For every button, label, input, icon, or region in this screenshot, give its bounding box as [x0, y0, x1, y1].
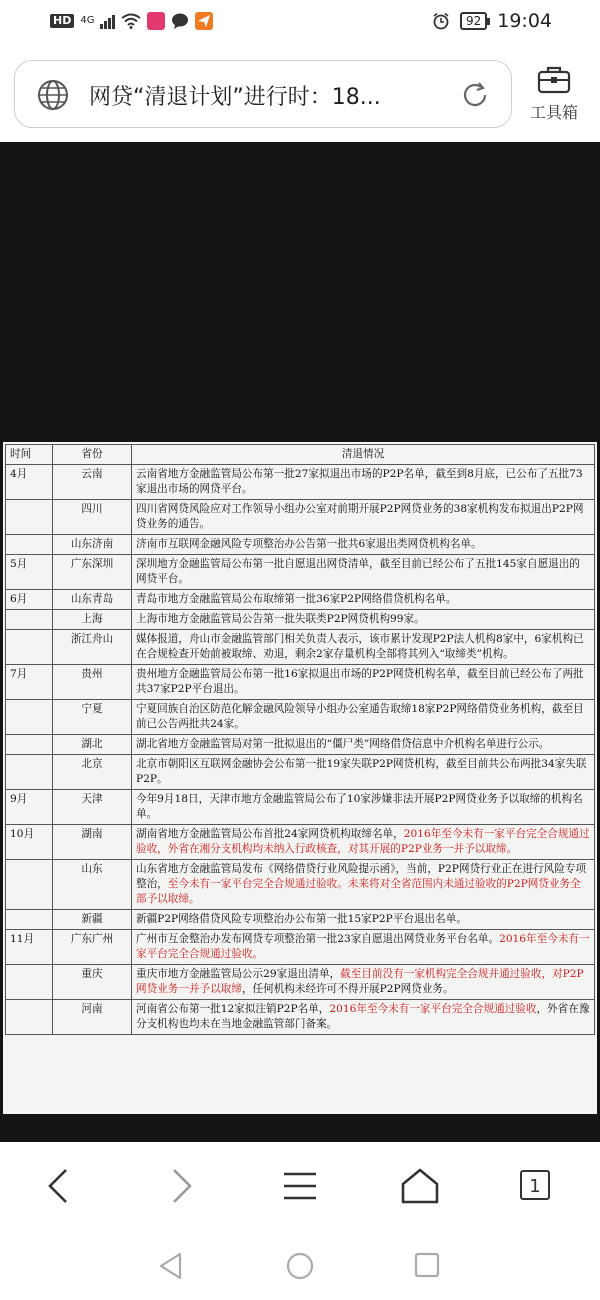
row-province: 山东 — [53, 860, 132, 910]
row-month — [6, 500, 53, 535]
tab-count: 1 — [529, 1176, 541, 1197]
detail-text: 媒体报道，舟山市金融监管部门相关负责人表示，该市累计发现P2P法人机构8家中，6家机构已在合规检查开始前被取缔、劝退，剩余2家存量机构全部将其列入“取缔类”机构。 — [136, 633, 584, 660]
system-back-icon[interactable] — [158, 1252, 184, 1280]
highlight-text: 2016年至今未有一家平台完全合规通过验收，外省在湘分支机构均未纳入行政核查，对其开展的P2P业务一并予以取缔。 — [136, 828, 590, 855]
row-province: 山东济南 — [53, 535, 132, 555]
hd-icon: HD — [50, 14, 74, 28]
row-detail — [132, 630, 595, 665]
table-row — [6, 790, 595, 825]
system-home-icon[interactable] — [286, 1252, 314, 1280]
row-province: 宁夏 — [53, 700, 132, 735]
signal-icon — [100, 13, 115, 29]
detail-text: 贵州地方金融监管局公布第一批16家拟退出市场的P2P网贷机构名单，截至目前已经公布了两批共37家P2P平台退出。 — [136, 668, 584, 695]
table-row — [6, 700, 595, 735]
highlight-text: 截至目前没有一家机构完全合规并通过验收，对P2P网贷业务一并予以取缔 — [136, 968, 584, 995]
row-detail — [132, 1000, 595, 1035]
home-icon[interactable] — [400, 1166, 440, 1206]
row-detail — [132, 555, 595, 590]
table-row — [6, 965, 595, 1000]
toolbox-button[interactable] — [522, 64, 586, 123]
detail-text: 山东省地方金融监管局发布《网络借贷行业风险提示函》，当前，P2P网贷行业正在进行风险专项整治， — [136, 863, 587, 890]
row-province: 上海 — [53, 610, 132, 630]
table-row — [6, 910, 595, 930]
table-row — [6, 610, 595, 630]
row-month — [6, 700, 53, 735]
table-row — [6, 465, 595, 500]
row-month: 7月 — [6, 665, 53, 700]
tabs-button[interactable] — [520, 1170, 550, 1200]
table-row — [6, 590, 595, 610]
row-month — [6, 910, 53, 930]
detail-text: 四川省网贷风险应对工作领导小组办公室对前期开展P2P网贷业务的38家机构发布拟退出P2P网贷业务的通告。 — [136, 503, 584, 530]
detail-text: 新疆P2P网络借贷风险专项整治办公布第一批15家P2P平台退出名单。 — [136, 913, 467, 925]
row-detail — [132, 735, 595, 755]
row-month: 9月 — [6, 790, 53, 825]
row-province: 北京 — [53, 755, 132, 790]
message-icon — [171, 12, 189, 30]
table-row — [6, 555, 595, 590]
row-month: 10月 — [6, 825, 53, 860]
alarm-icon — [432, 12, 450, 30]
back-icon[interactable] — [40, 1166, 80, 1206]
row-month — [6, 860, 53, 910]
row-month: 11月 — [6, 930, 53, 965]
detail-text: 深圳地方金融监管局公布第一批自愿退出网贷清单，截至目前已经公布了五批145家自愿退出的网贷平台。 — [136, 558, 580, 585]
row-detail — [132, 500, 595, 535]
row-month: 4月 — [6, 465, 53, 500]
row-province: 广东广州 — [53, 930, 132, 965]
table-row — [6, 1000, 595, 1035]
row-detail — [132, 860, 595, 910]
table-row — [6, 860, 595, 910]
detail-text: 济南市互联网金融风险专项整治办公告第一批共6家退出类网贷机构名单。 — [136, 538, 482, 550]
send-app-icon — [195, 12, 213, 30]
detail-text: ，任何机构未经许可不得开展P2P网贷业务。 — [241, 983, 454, 995]
row-detail — [132, 465, 595, 500]
header-province: 省份 — [53, 445, 132, 465]
row-month: 5月 — [6, 555, 53, 590]
row-province: 贵州 — [53, 665, 132, 700]
row-detail — [132, 665, 595, 700]
detail-text: 湖南省地方金融监管局公布首批24家网贷机构取缔名单， — [136, 828, 404, 840]
detail-text: 今年9月18日，天津市地方金融监管局公布了10家涉嫌非法开展P2P网贷业务予以取缔的机构名单。 — [136, 793, 583, 820]
row-detail — [132, 590, 595, 610]
row-month — [6, 735, 53, 755]
network-type: 4G — [80, 15, 95, 26]
detail-text: 河南省公布第一批12家拟注销P2P名单， — [136, 1003, 330, 1015]
toolbox-icon — [537, 64, 571, 94]
row-month — [6, 610, 53, 630]
row-detail — [132, 535, 595, 555]
row-province: 山东青岛 — [53, 590, 132, 610]
row-province: 湖南 — [53, 825, 132, 860]
system-nav-bar — [0, 1232, 600, 1300]
table-row — [6, 535, 595, 555]
row-province: 云南 — [53, 465, 132, 500]
menu-icon[interactable] — [280, 1166, 320, 1206]
globe-icon — [37, 79, 69, 111]
detail-text: 上海市地方金融监管局公告第一批失联类P2P网贷机构99家。 — [136, 613, 425, 625]
table-row — [6, 755, 595, 790]
wifi-icon — [121, 13, 141, 29]
table-row — [6, 735, 595, 755]
detail-text: ，外省在豫分支机构也均未在当地金融监管部门备案。 — [136, 1003, 590, 1030]
row-detail — [132, 825, 595, 860]
image-viewer[interactable] — [0, 142, 600, 1142]
detail-text: 北京市朝阳区互联网金融协会公布第一批19家失联P2P网贷机构，截至目前共公布两批34家失联P2P。 — [136, 758, 587, 785]
table-row — [6, 630, 595, 665]
battery-level: 92 — [465, 14, 482, 28]
header-month: 时间 — [6, 445, 53, 465]
row-province: 广东深圳 — [53, 555, 132, 590]
page-title: 网贷“清退计划”进行时：18... — [89, 85, 381, 110]
system-recents-icon[interactable] — [414, 1252, 440, 1278]
clock: 19:04 — [497, 10, 552, 32]
browser-nav-bar — [0, 1142, 600, 1232]
app-notification-icon — [147, 12, 165, 30]
highlight-text: 2016年至今未有一家平台完全合规通过验收 — [329, 1003, 537, 1015]
row-month — [6, 535, 53, 555]
row-province: 四川 — [53, 500, 132, 535]
battery-icon — [460, 12, 487, 30]
detail-text: 青岛市地方金融监管局公布取缔第一批36家P2P网络借贷机构名单。 — [136, 593, 457, 605]
detail-text: 广州市互金整治办发布网贷专项整治第一批23家自愿退出网贷业务平台名单。 — [136, 933, 500, 945]
row-province: 湖北 — [53, 735, 132, 755]
table-row — [6, 825, 595, 860]
highlight-text: 至今未有一家平台完全合规通过验收。未来将对全省范围内未通过验收的P2P网贷业务全部予以取缔。 — [136, 878, 581, 905]
table-row — [6, 930, 595, 965]
detail-text: 重庆市地方金融监管局公示29家退出清单， — [136, 968, 341, 980]
forward-icon[interactable] — [160, 1166, 200, 1206]
row-detail — [132, 910, 595, 930]
row-detail — [132, 930, 595, 965]
row-month: 6月 — [6, 590, 53, 610]
row-month — [6, 755, 53, 790]
detail-text: 宁夏回族自治区防范化解金融风险领导小组办公室通告取缔18家P2P网络借贷业务机构，截至目前已公告两批共24家。 — [136, 703, 584, 730]
row-province: 新疆 — [53, 910, 132, 930]
row-month — [6, 630, 53, 665]
row-month — [6, 1000, 53, 1035]
row-province: 浙江舟山 — [53, 630, 132, 665]
row-province: 重庆 — [53, 965, 132, 1000]
table-header-row — [6, 445, 595, 465]
row-province: 天津 — [53, 790, 132, 825]
row-detail — [132, 790, 595, 825]
row-detail — [132, 610, 595, 630]
row-province: 河南 — [53, 1000, 132, 1035]
header-status: 清退情况 — [132, 445, 595, 465]
toolbox-label: 工具箱 — [529, 103, 578, 122]
document-image — [3, 442, 597, 1114]
address-bar[interactable] — [14, 60, 512, 128]
status-right — [432, 10, 552, 32]
highlight-text: 2016年至今未有一家平台完全合规通过验收。 — [136, 933, 590, 960]
row-detail — [132, 755, 595, 790]
row-detail — [132, 700, 595, 735]
reload-icon[interactable] — [459, 79, 491, 111]
row-detail — [132, 965, 595, 1000]
cleanup-table — [5, 444, 595, 1035]
row-month — [6, 965, 53, 1000]
detail-text: 湖北省地方金融监管局对第一批拟退出的“僵尸类”网络借贷信息中介机构名单进行公示。 — [136, 738, 550, 750]
detail-text: 云南省地方金融监管局公布第一批27家拟退出市场的P2P名单，截至到8月底，已公布了五批73家退出市场的网贷平台。 — [136, 468, 583, 495]
status-bar — [0, 0, 600, 46]
status-left — [50, 12, 213, 30]
table-row — [6, 665, 595, 700]
table-row — [6, 500, 595, 535]
